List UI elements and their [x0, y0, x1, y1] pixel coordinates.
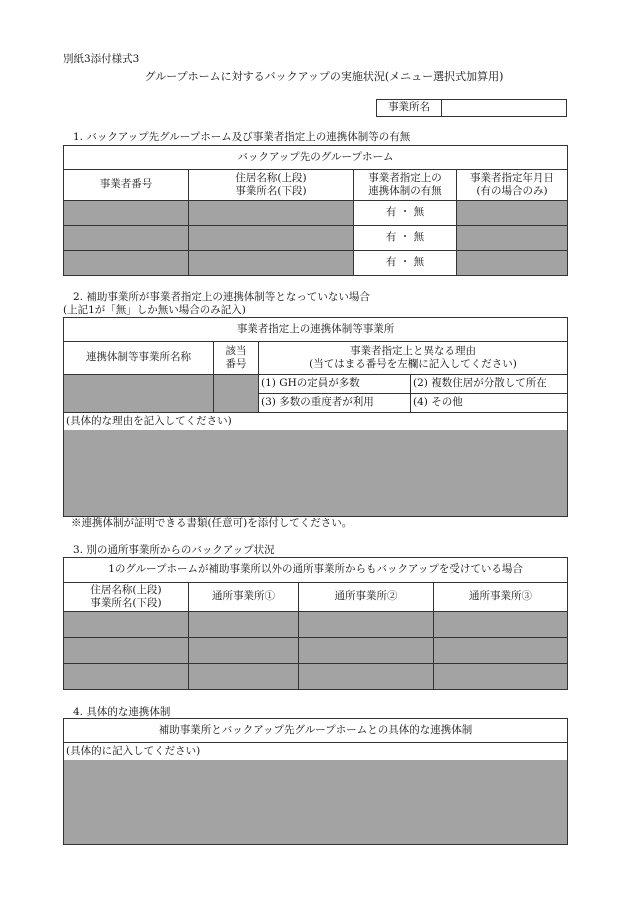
reason-option-4: (4) その他 — [411, 394, 568, 413]
col-day-office-3: 通所事業所③ — [434, 583, 568, 612]
residence-name-cell[interactable] — [189, 251, 354, 276]
reason-option-2: (2) 複数住居が分散して所在 — [411, 375, 568, 394]
residence-cell[interactable] — [64, 638, 189, 664]
status-choice[interactable]: 有 ・ 無 — [354, 251, 457, 276]
section3-table — [63, 557, 568, 690]
section4-instruction: (具体的に記入してください) — [64, 743, 568, 760]
reason-option-1: (1) GHの定員が多数 — [259, 375, 411, 394]
col-residence-name: 住居名称(上段) 事業所名(下段) — [64, 583, 189, 612]
status-choice[interactable]: 有 ・ 無 — [354, 201, 457, 226]
designation-date-cell[interactable] — [457, 201, 568, 226]
section4-table — [63, 718, 568, 845]
section2-heading: 2. 補助事業所が事業者指定上の連携体制等となっていない場合 — [73, 291, 370, 303]
day-office-3-cell[interactable] — [434, 612, 568, 638]
section2-subheading: (上記1が「無」しか無い場合のみ記入) — [63, 304, 246, 316]
section1-group-header: バックアップ先のグループホーム — [64, 146, 568, 170]
day-office-2-cell[interactable] — [299, 638, 434, 664]
status-choice[interactable]: 有 ・ 無 — [354, 226, 457, 251]
residence-cell[interactable] — [64, 664, 189, 690]
col-residence-name: 住居名称(上段) 事業所名(下段) — [189, 170, 354, 201]
section3-group-header: 1のグループホームが補助事業所以外の通所事業所からもバックアップを受けている場合 — [64, 558, 568, 583]
section1-table — [63, 145, 568, 276]
coop-office-name-cell[interactable] — [64, 375, 214, 413]
residence-name-cell[interactable] — [189, 201, 354, 226]
office-name-field[interactable] — [442, 100, 567, 117]
page-title: グループホームに対するバックアップの実施状況(メニュー選択式加算用) — [144, 70, 504, 83]
table-row — [64, 612, 568, 638]
specific-reason-label: (具体的な理由を記入してください) — [64, 413, 568, 430]
table-row — [64, 201, 568, 226]
business-number-cell[interactable] — [64, 251, 189, 276]
section4-group-header: 補助事業所とバックアップ先グループホームとの具体的な連携体制 — [64, 719, 568, 743]
residence-name-cell[interactable] — [189, 226, 354, 251]
reason-option-3: (3) 多数の重度者が利用 — [259, 394, 411, 413]
form-number: 別紙3添付様式3 — [63, 53, 140, 65]
col-business-number: 事業者番号 — [64, 170, 189, 201]
office-name-table — [376, 99, 567, 117]
section3-heading: 3. 別の通所事業所からのバックアップ状況 — [73, 544, 275, 556]
applicable-number-cell[interactable] — [214, 375, 259, 413]
day-office-1-cell[interactable] — [189, 638, 299, 664]
col-applicable-number: 該当 番号 — [214, 342, 259, 375]
table-row — [64, 638, 568, 664]
section2-group-header: 事業者指定上の連携体制等事業所 — [64, 318, 568, 342]
attachment-note: ※連携体制が証明できる書類(任意可)を添付してください。 — [71, 517, 353, 529]
specific-reason-field[interactable] — [64, 430, 568, 517]
col-reason: 事業者指定上と異なる理由 (当てはまる番号を左欄に記入してください) — [259, 342, 568, 375]
col-coop-status: 事業者指定上の 連携体制の有無 — [354, 170, 457, 201]
table-row — [64, 226, 568, 251]
designation-date-cell[interactable] — [457, 226, 568, 251]
day-office-1-cell[interactable] — [189, 664, 299, 690]
col-day-office-1: 通所事業所① — [189, 583, 299, 612]
table-row — [64, 251, 568, 276]
col-coop-office-name: 連携体制等事業所名称 — [64, 342, 214, 375]
day-office-2-cell[interactable] — [299, 664, 434, 690]
day-office-3-cell[interactable] — [434, 664, 568, 690]
section1-heading: 1. バックアップ先グループホーム及び事業者指定上の連携体制等の有無 — [73, 131, 411, 143]
day-office-2-cell[interactable] — [299, 612, 434, 638]
business-number-cell[interactable] — [64, 201, 189, 226]
coop-detail-field[interactable] — [64, 760, 568, 845]
section2-table — [63, 317, 568, 517]
business-number-cell[interactable] — [64, 226, 189, 251]
table-row — [64, 664, 568, 690]
col-designation-date: 事業者指定年月日 (有の場合のみ) — [457, 170, 568, 201]
day-office-1-cell[interactable] — [189, 612, 299, 638]
designation-date-cell[interactable] — [457, 251, 568, 276]
section4-heading: 4. 具体的な連携体制 — [73, 706, 171, 718]
residence-cell[interactable] — [64, 612, 189, 638]
col-day-office-2: 通所事業所② — [299, 583, 434, 612]
office-name-label: 事業所名 — [377, 100, 442, 117]
day-office-3-cell[interactable] — [434, 638, 568, 664]
